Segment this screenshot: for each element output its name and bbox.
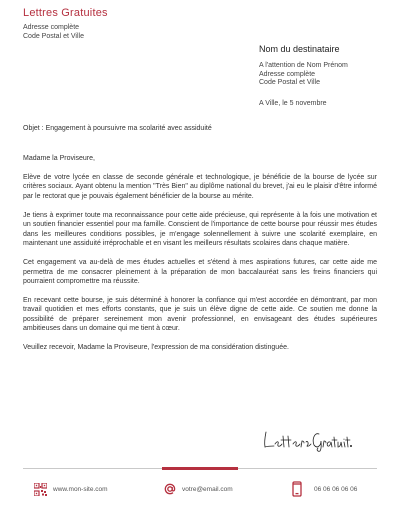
footer-phone-text: 06 06 06 06 06 (314, 485, 358, 493)
footer-phone[interactable] (292, 481, 357, 497)
letter-date: A Ville, le 5 novembre (259, 100, 327, 107)
brand-title: Lettres Gratuites (23, 7, 108, 19)
sender-block (23, 23, 84, 41)
handwritten-signature (262, 428, 352, 452)
smartphone-icon (292, 481, 302, 497)
footer (0, 483, 400, 503)
footer-website-text: www.mon-site.com (53, 486, 108, 493)
at-sign-icon (164, 483, 176, 495)
letter-body (23, 154, 377, 362)
paragraph: Cet engagement va au-delà de mes études actuelles et s'étend à mes aspirations futures, car cette aide me permettra de me consacrer pleinement à la préparation de mon baccalauréat sans les freins financiers qui pourraient compromettre ma réussite. (23, 259, 377, 286)
paragraph: En recevant cette bourse, je suis déterminé à honorer la confiance qui m'est accordée en démontrant, par mon travail quotidien et mes efforts constants, que je suis un élève digne de cette aide. Ce soutien me donne la possibilité de préparer sereinement mon avenir professionnel, en envisageant des études supérieures ambitieuses dans un domaine qui me tient à cœur. (23, 296, 377, 333)
footer-accent-bar (162, 467, 238, 470)
sender-postal: Code Postal et Ville (23, 33, 84, 40)
recipient-name: Nom du destinataire (259, 44, 340, 54)
recipient-postal: Code Postal et Ville (259, 79, 320, 87)
footer-email-text: votre@email.com (182, 485, 233, 493)
letter-subject: Objet : Engagement à poursuivre ma scolarité avec assiduité (23, 125, 212, 132)
sender-address: Adresse complète (23, 24, 80, 31)
recipient-block (259, 44, 348, 88)
recipient-attention: A l'attention de Nom Prénom (259, 62, 348, 69)
paragraph: Elève de votre lycée en classe de seconde générale et technologique, je bénéficie de la bourse de lycée sur critères sociaux. Ayant obtenu la mention "Très Bien" au diplôme national du brevet, j'ai eu le plaisir d'être informé par le rectorat que je pouvais également bénéficier de la bourse au mérite. (23, 173, 377, 200)
footer-website[interactable] (34, 483, 108, 496)
recipient-address: Adresse complète (259, 70, 316, 78)
closing: Veuillez recevoir, Madame la Proviseure, l'expression de ma considération distinguée. (23, 344, 289, 352)
salutation: Madame la Proviseure, (23, 155, 95, 162)
qr-code-icon (34, 483, 47, 496)
paragraph: Je tiens à exprimer toute ma reconnaissance pour cette aide précieuse, qui représente à la fois une motivation et un soutien financier essentiel pour ma famille. Conscient de l'importance de cette bourse pour réussir mes études dans les meilleures conditions possibles, je m'engage solennellement à suivre une scolarité exemplaire, en maintenant une assiduité irréprochable et en visant les meilleurs résultats scolaires dans chaque matière. (23, 211, 377, 248)
footer-email[interactable] (164, 483, 233, 495)
